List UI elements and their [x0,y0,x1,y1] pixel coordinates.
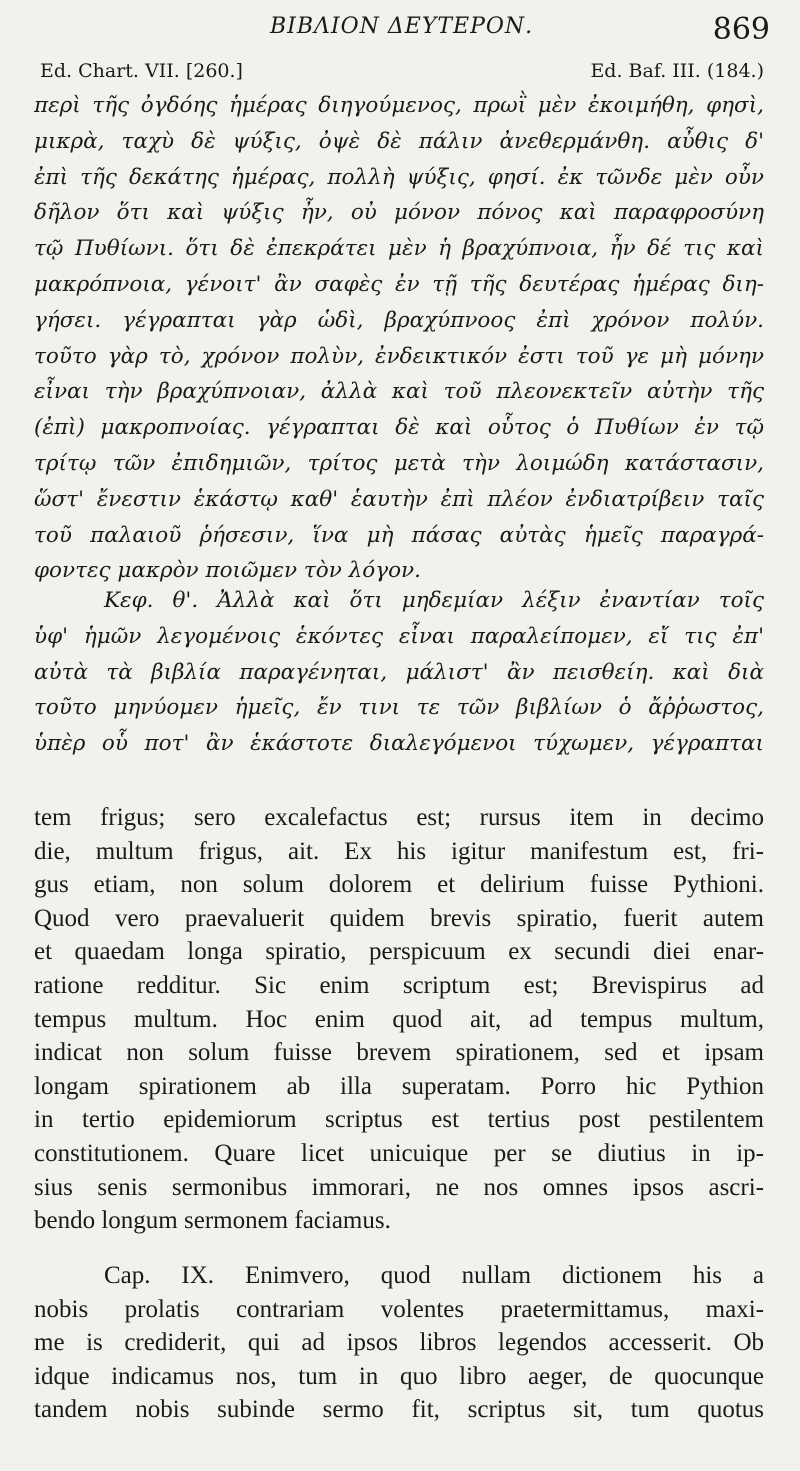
text-line: tem frigus; sero excalefactus est; rursus item in decimo [34,804,764,831]
chapter-opening-line: Κεφ. θ'. Ἀλλὰ καὶ ὅτι μηδεμίαν λέξιν ἐναντίαν τοῖς [104,588,764,613]
text-line: μακρόπνοια, γένοιτ' ἂν σαφὲς ἐν τῇ τῆς δευτέρας ἡμέρας διη- [34,271,764,297]
running-title: ΒΙΒΛΙΟΝ ΔΕΥΤΕΡΟΝ. [270,14,534,39]
text-line: gus etiam, non solum dolorem et delirium fuisse Pythioni. [34,871,764,899]
text-line: ὑφ' ἡμῶν λεγομένοις ἑκόντες εἶναι παραλείπομεν, εἴ τις ἐπ' [34,623,764,649]
text-line: τοῦτο γὰρ τὸ, χρόνον πολὺν, ἐνδεικτικόν ἐστι τοῦ γε μὴ μόνην [34,343,764,369]
text-line: bendo longum sermonem faciamus. [34,1207,391,1235]
text-line: ratione redditur. Sic enim scriptum est; Brevispirus ad [34,971,764,999]
text-line: in tertio epidemiorum scriptus est tertius post pestilentem [34,1106,764,1134]
greek-paragraph-1 [34,88,764,589]
chapter-opening-line: Cap. IX. Enimvero, quod nullam dictionem his a [104,1262,764,1289]
text-line: δῆλον ὅτι καὶ ψύξις ἦν, οὐ μόνον πόνος καὶ παραφροσύνη [34,200,764,226]
page-number: 869 [712,12,770,47]
text-line: (ἐπὶ) μακροπνοίας. γέγραπται δὲ καὶ οὗτος ὁ Πυθίων ἐν τῷ [34,415,764,441]
text-line: nobis prolatis contrariam volentes praetermittamus, maxi- [34,1295,764,1323]
text-line: τῷ Πυθίωνι. ὅτι δὲ ἐπεκράτει μὲν ἡ βραχύπνοια, ἦν δέ τις καὶ [34,236,764,262]
text-line: ὥστ' ἔνεστιν ἑκάστῳ καθ' ἑαυτὴν ἐπὶ πλέον ἐνδιατρίβειν ταῖς [34,486,764,512]
text-line: τρίτῳ τῶν ἐπιδημιῶν, τρίτος μετὰ τὴν λοιμώδη κατάστασιν, [34,450,764,476]
text-line: sius senis sermonibus immorari, ne nos omnes ipsos ascri- [34,1173,764,1201]
text-line: φοντες μακρὸν ποιῶμεν τὸν λόγον. [34,558,421,584]
text-line: τοῦ παλαιοῦ ῥήσεσιν, ἵνα μὴ πάσας αὐτὰς ἡμεῖς παραγρά- [34,522,764,548]
greek-paragraph-2 [34,583,764,762]
text-line: ὑπὲρ οὗ ποτ' ἂν ἑκάστοτε διαλεγόμενοι τύχωμεν, γέγραπται [34,731,764,757]
text-line: indicat non solum fuisse brevem spirationem, sed et ipsam [34,1039,764,1067]
edition-reference-left: Ed. Chart. VII. [260.] [40,60,243,82]
text-line: ἐπὶ τῆς δεκάτης ἡμέρας, πολλὴ ψύξις, φησί. ἐκ τῶνδε μὲν οὖν [34,164,764,190]
edition-reference-right: Ed. Baf. III. (184.) [590,60,764,82]
text-line: et quaedam longa spiratio, perspicuum ex secundi diei enar- [34,938,764,966]
text-line: γήσει. γέγραπται γὰρ ὡδὶ, βραχύπνοος ἐπὶ χρόνον πολύν. [34,307,764,333]
text-line: constitutionem. Quare licet unicuique per se diutius in ip- [34,1139,764,1167]
text-line: εἶναι τὴν βραχύπνοιαν, ἀλλὰ καὶ τοῦ πλεονεκτεῖν αὐτὴν τῆς [34,379,764,405]
text-line: περὶ τῆς ὀγδόης ἡμέρας διηγούμενος, πρωῒ μὲν ἐκοιμήθη, φησὶ, [34,93,764,118]
text-line: idque indicamus nos, tum in quo libro aeger, de quocunque [34,1362,764,1390]
text-line: tempus multum. Hoc enim quod ait, ad tempus multum, [34,1005,764,1033]
latin-paragraph-2 [34,1259,764,1427]
text-line: Quod vero praevaluerit quidem brevis spiratio, fuerit autem [34,904,764,932]
text-line: τοῦτο μηνύομεν ἡμεῖς, ἔν τινι τε τῶν βιβλίων ὁ ἄῤῥωστος, [34,695,764,721]
text-line: μικρὰ, ταχὺ δὲ ψύξις, ὀψὲ δὲ πάλιν ἀνεθερμάνθη. αὖθις δ' [34,128,764,154]
text-line: tandem nobis subinde sermo fit, scriptus sit, tum quotus [34,1396,764,1424]
text-line: die, multum frigus, ait. Ex his igitur manifestum est, fri- [34,837,764,865]
text-line: longam spirationem ab illa superatam. Porro hic Pythion [34,1072,764,1100]
latin-paragraph-1 [34,801,764,1238]
text-line: me is crediderit, qui ad ipsos libros legendos accesserit. Ob [34,1329,764,1357]
text-line: αὐτὰ τὰ βιβλία παραγένηται, μάλιστ' ἂν πεισθείη. καὶ διὰ [34,659,764,685]
